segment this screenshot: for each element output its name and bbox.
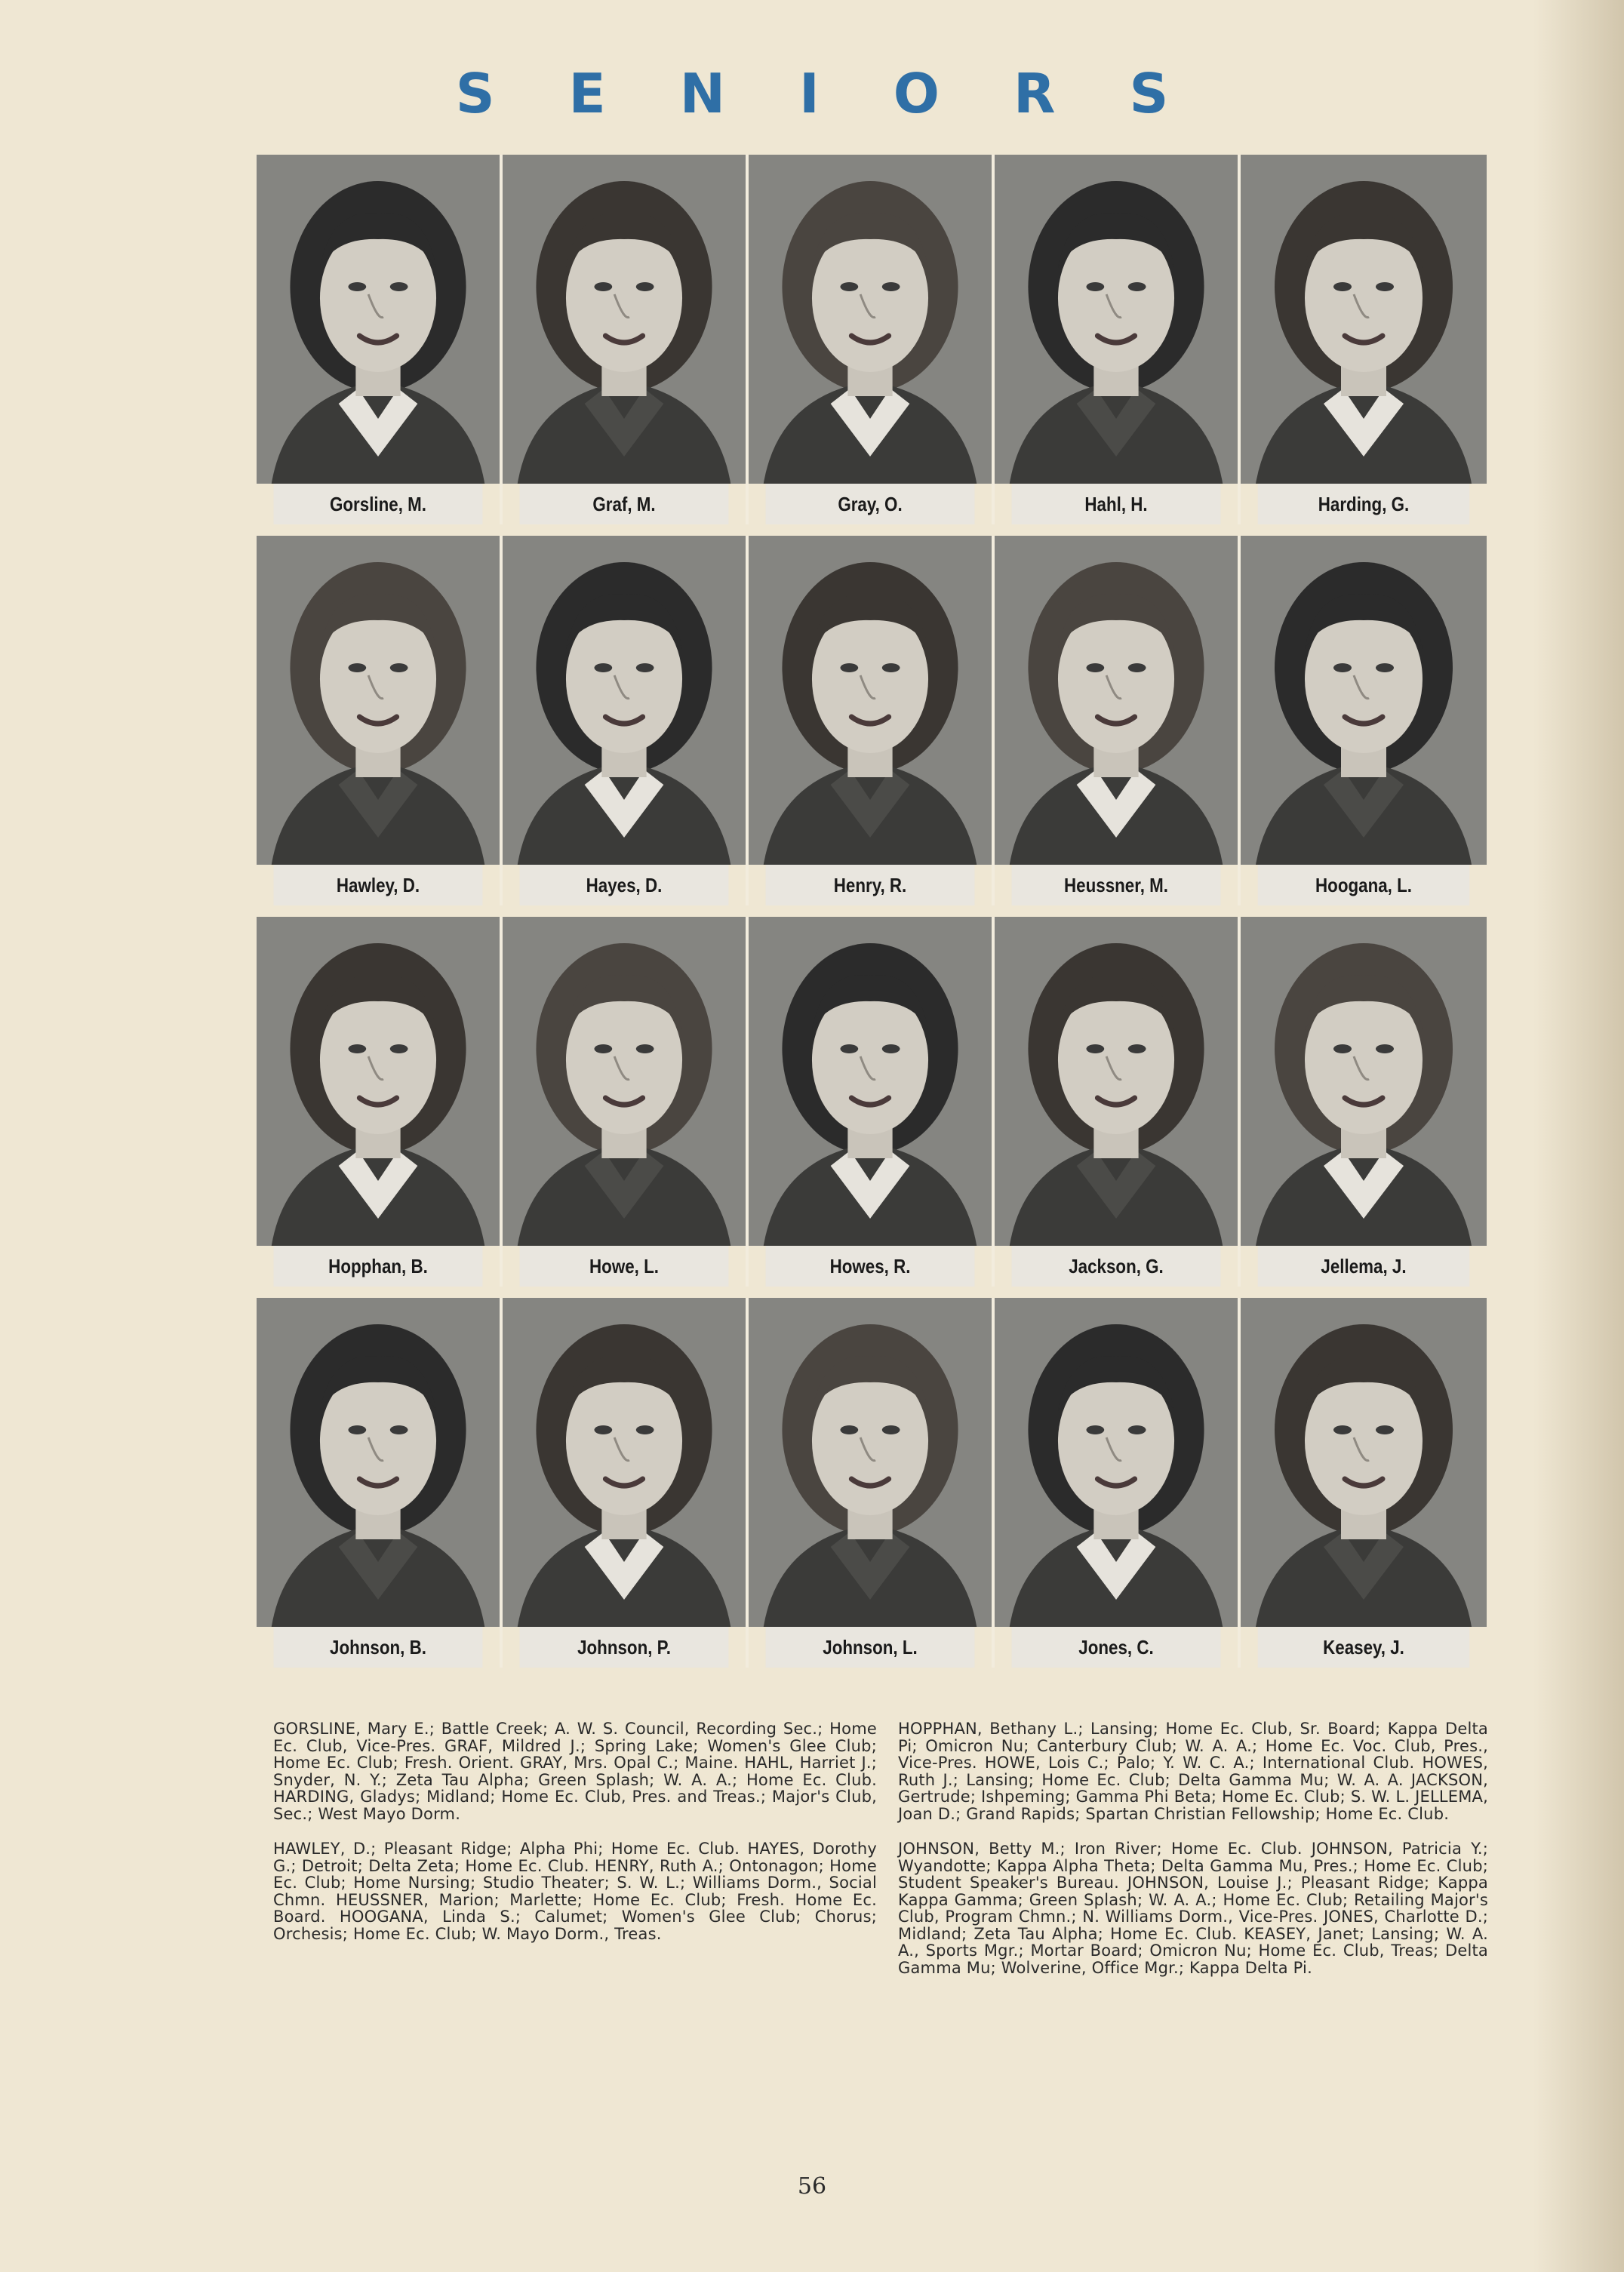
bio-paragraph: GORSLINE, Mary E.; Battle Creek; A. W. S. Council, Recording Sec.; Home Ec. Club, Vice-Pres. GRAF, Mildred J.; Spring Lake; Women's Glee Club; Home Ec. Club; Fresh. Orient. GRAY, Mrs. Opal C.; Maine. HAHL, Harriet J.; Snyder, N. Y.; Zeta Tau Alpha; Green Splash; W. A. A.; Home Ec. Club. HARDING, Gladys; Midland; Home Ec. Club, Pres. and Treas.; Major's Club, Sec.; West Mayo Dorm. xyxy=(273,1720,877,1823)
portrait-name-caption: Jones, C. xyxy=(1012,1627,1221,1668)
portrait-photo xyxy=(503,155,746,484)
portrait-card xyxy=(503,155,749,524)
portrait-card xyxy=(1241,155,1487,524)
portrait-name-caption: Johnson, L. xyxy=(766,1627,975,1668)
portrait-card xyxy=(257,1298,503,1668)
portrait-name-caption: Graf, M. xyxy=(520,484,729,524)
portrait-row xyxy=(257,155,1487,524)
portrait-card xyxy=(749,917,995,1287)
portrait-name-caption: Henry, R. xyxy=(766,865,975,905)
portrait-photo xyxy=(503,917,746,1246)
portrait-photo xyxy=(503,536,746,865)
portrait-photo xyxy=(1241,1298,1487,1627)
portrait-name-caption: Keasey, J. xyxy=(1258,1627,1469,1668)
portrait-photo xyxy=(503,1298,746,1627)
portrait-name-caption: Johnson, P. xyxy=(520,1627,729,1668)
portrait-row xyxy=(257,536,1487,905)
portrait-photo xyxy=(995,917,1238,1246)
portrait-name-caption: Heussner, M. xyxy=(1012,865,1221,905)
portrait-name-caption: Howes, R. xyxy=(766,1246,975,1287)
portrait-photo xyxy=(749,536,992,865)
portrait-card xyxy=(257,536,503,905)
portrait-photo xyxy=(257,1298,500,1627)
portrait-card xyxy=(1241,536,1487,905)
portrait-name-caption: Jackson, G. xyxy=(1012,1246,1221,1287)
portrait-card xyxy=(995,155,1241,524)
portrait-name-caption: Hopphan, B. xyxy=(274,1246,483,1287)
portrait-name-caption: Howe, L. xyxy=(520,1246,729,1287)
portrait-card xyxy=(749,1298,995,1668)
portrait-card xyxy=(257,917,503,1287)
portrait-photo xyxy=(995,155,1238,484)
portrait-photo xyxy=(257,536,500,865)
portrait-photo xyxy=(1241,917,1487,1246)
portrait-photo xyxy=(749,1298,992,1627)
portrait-row xyxy=(257,917,1487,1287)
portrait-card xyxy=(995,1298,1241,1668)
portrait-card xyxy=(503,1298,749,1668)
portrait-photo xyxy=(257,917,500,1246)
portrait-card xyxy=(749,155,995,524)
portrait-name-caption: Hoogana, L. xyxy=(1258,865,1469,905)
portrait-card xyxy=(503,536,749,905)
portrait-card xyxy=(749,536,995,905)
portrait-photo xyxy=(749,155,992,484)
portrait-photo xyxy=(257,155,500,484)
portrait-card xyxy=(995,536,1241,905)
portrait-photo xyxy=(995,1298,1238,1627)
portrait-photo xyxy=(749,917,992,1246)
portrait-name-caption: Gorsline, M. xyxy=(274,484,483,524)
portrait-photo xyxy=(995,536,1238,865)
bio-paragraph: HAWLEY, D.; Pleasant Ridge; Alpha Phi; Home Ec. Club. HAYES, Dorothy G.; Detroit; Delta Zeta; Home Ec. Club. HENRY, Ruth A.; Ontonagon; Home Ec. Club; Home Nursing; Studio Theater; S. W. L.; Williams Dorm., Social Chmn. HEUSSNER, Marion; Marlette; Home Ec. Club; Fresh. Home Ec. Board. HOOGANA, Linda S.; Calumet; Women's Glee Club; Chorus; Orchesis; Home Ec. Club; W. Mayo Dorm., Treas. xyxy=(273,1840,877,1943)
page-title: SENIORS xyxy=(455,62,1243,125)
portrait-name-caption: Hahl, H. xyxy=(1012,484,1221,524)
portrait-photo xyxy=(1241,536,1487,865)
portrait-card xyxy=(1241,917,1487,1287)
portrait-name-caption: Johnson, B. xyxy=(274,1627,483,1668)
page-binding-shadow xyxy=(1533,0,1624,2272)
portrait-card xyxy=(503,917,749,1287)
portrait-row xyxy=(257,1298,1487,1668)
bio-column-right xyxy=(898,1720,1488,1994)
portrait-photo xyxy=(1241,155,1487,484)
portrait-name-caption: Gray, O. xyxy=(766,484,975,524)
portrait-card xyxy=(1241,1298,1487,1668)
bio-column-left xyxy=(273,1720,877,1960)
portrait-card xyxy=(257,155,503,524)
page-number: 56 xyxy=(797,2173,827,2200)
portrait-name-caption: Jellema, J. xyxy=(1258,1246,1469,1287)
bio-paragraph: JOHNSON, Betty M.; Iron River; Home Ec. Club. JOHNSON, Patricia Y.; Wyandotte; Kappa Alpha Theta; Delta Gamma Mu, Pres.; Home Ec. Club; Student Speaker's Bureau. JOHNSON, Louise J.; Pleasant Ridge; Kappa Kappa Gamma; Green Splash; W. A. A.; Home Ec. Club; Retailing Major's Club, Program Chmn.; N. Williams Dorm., Vice-Pres. JONES, Charlotte D.; Midland; Zeta Tau Alpha; Home Ec. Club. KEASEY, Janet; Lansing; W. A. A., Sports Mgr.; Mortar Board; Omicron Nu; Home Ec. Club, Treas; Delta Gamma Mu; Wolverine, Office Mgr.; Kappa Delta Pi. xyxy=(898,1840,1488,1977)
bio-paragraph: HOPPHAN, Bethany L.; Lansing; Home Ec. Club, Sr. Board; Kappa Delta Pi; Omicron Nu; Canterbury Club; W. A. A.; Home Ec. Voc. Club, Pres., Vice-Pres. HOWE, Lois C.; Palo; Y. W. C. A.; International Club. HOWES, Ruth J.; Lansing; Home Ec. Club; Delta Gamma Mu; W. A. A. JACKSON, Gertrude; Ishpeming; Gamma Phi Beta; Home Ec. Club; S. W. L. JELLEMA, Joan D.; Grand Rapids; Spartan Christian Fellowship; Home Ec. Club. xyxy=(898,1720,1488,1823)
portrait-name-caption: Harding, G. xyxy=(1258,484,1469,524)
portrait-name-caption: Hawley, D. xyxy=(274,865,483,905)
portrait-card xyxy=(995,917,1241,1287)
portrait-name-caption: Hayes, D. xyxy=(520,865,729,905)
